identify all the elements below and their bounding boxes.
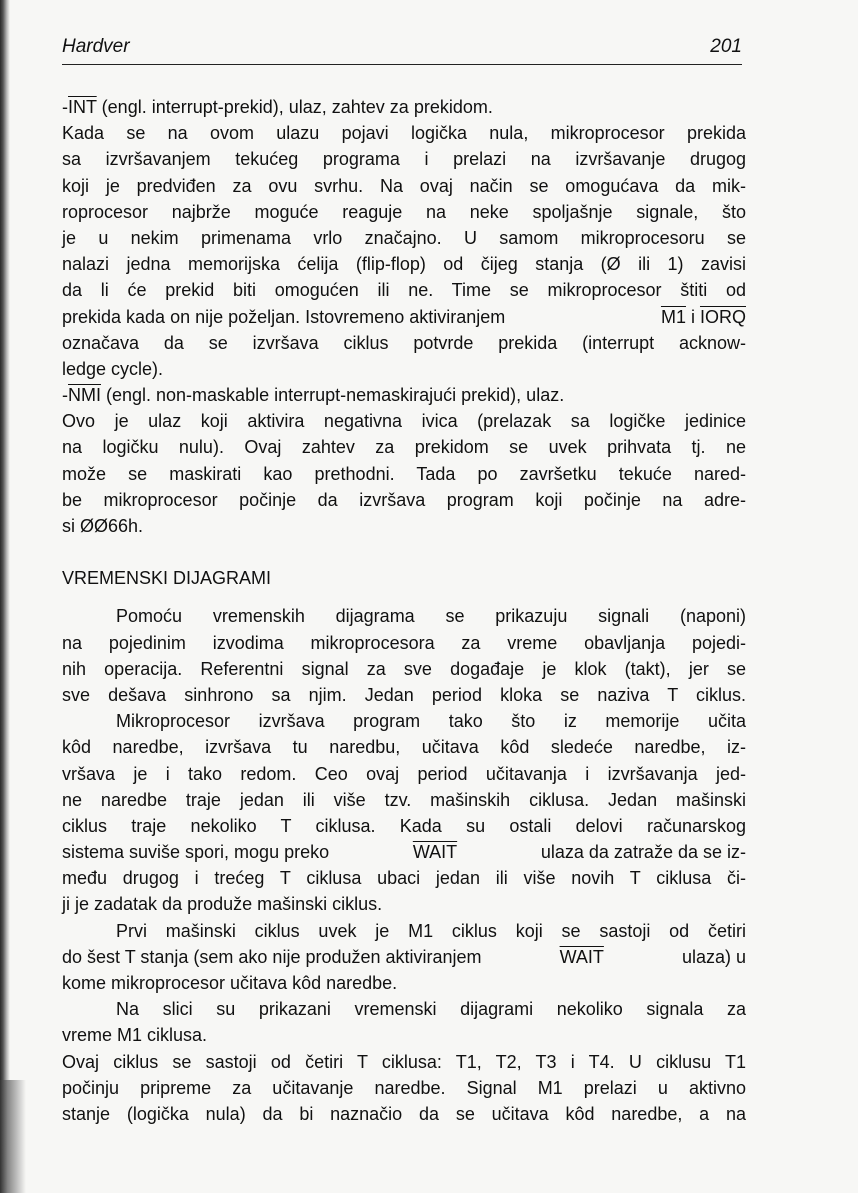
text-run: (engl. non-maskable interrupt-nemaskirajući prekid), ulaz.	[101, 385, 565, 406]
text-line	[62, 944, 746, 970]
text-line: na logičku nulu). Ovaj zahtev za prekidom se uvek prihvata tj. ne	[62, 437, 746, 458]
overlined-signal: $\overline{INT}$	[68, 97, 97, 117]
page-header	[62, 36, 742, 64]
text-line: sve dešava sinhrono sa njim. Jedan period kloka se naziva T ciklus.	[62, 684, 746, 705]
text-line: kôd naredbe, izvršava tu naredbu, učitava kôd sledeće naredbe, iz-	[62, 737, 746, 758]
text-line	[62, 304, 746, 330]
text-line: može se maskirati kao prethodni. Tada po završetku tekuće nared-	[62, 463, 746, 484]
text-line: koji je predviđen za ovu svrhu. Na ovaj način se omogućava da mik-	[62, 175, 746, 196]
text-run: -	[62, 97, 68, 117]
text-line: na pojedinim izvodima mikroprocesora za vreme obavljanja pojedi-	[62, 632, 746, 653]
overlined-signal: M1	[660, 306, 686, 327]
text-line: nih operacija. Referentni signal za sve događaje je klok (takt), jer se	[62, 658, 746, 679]
text-line: sa izvršavanjem tekućeg programa i prelazi na izvršavanje drugog	[62, 149, 746, 170]
text-line: ji je zadatak da produže mašinski ciklus.	[62, 894, 383, 915]
text-line: da li će prekid biti omogućen ili ne. Time se mikroprocesor štiti od	[62, 280, 746, 301]
header-rule	[62, 64, 742, 65]
text-run: -	[62, 385, 68, 406]
text-line: Ovaj ciklus se sastoji od četiri T ciklusa: T1, T2, T3 i T4. U ciklusu T1	[62, 1051, 746, 1072]
text-line: Mikroprocesor izvršava program tako što iz memorije učita	[116, 711, 746, 732]
overlined-signal: $\overline{NMI}$	[68, 385, 101, 406]
text-line: be mikroprocesor počinje da izvršava program koji počinje na adre-	[62, 489, 746, 510]
text-line: vreme M1 ciklusa.	[62, 1025, 208, 1046]
text-line: Kada se na ovom ulazu pojavi logička nula, mikroprocesor prekida	[62, 123, 746, 144]
text-run: do šest T stanja (sem ako nije produžen aktiviranjem	[62, 946, 487, 967]
text-line: Ovo je ulaz koji aktivira negativna ivica (prelazak sa logičke jedinice	[62, 411, 746, 432]
paragraph-t-cycles	[62, 1049, 746, 1128]
text-run: ulaza da zatraže da se iz-	[535, 842, 746, 863]
text-run: sistema suviše spori, mogu preko	[62, 842, 335, 863]
text-line: među drugog i trećeg T ciklusa ubaci jedan ili više novih T ciklusa či-	[62, 868, 746, 889]
overlined-signal: IORQ	[699, 306, 746, 327]
text-line: Prvi mašinski ciklus uvek je M1 ciklus koji se sastoji od četiri	[116, 920, 746, 941]
text-line: si ØØ66h.	[62, 516, 144, 536]
book-spine-shadow-bottom	[0, 1080, 26, 1193]
text-line: ledge cycle).	[62, 358, 164, 379]
text-line: kome mikroprocesor učitava kôd naredbe.	[62, 973, 398, 993]
book-spine-shadow	[0, 0, 10, 1193]
text-run: (engl. interrupt-prekid), ulaz, zahtev za prekidom.	[96, 97, 493, 117]
text-line	[62, 839, 746, 865]
running-head: Hardver	[62, 36, 130, 57]
text-line: ne naredbe traje jedan ili više tzv. mašinskih ciklusa. Jedan mašinski	[62, 789, 746, 810]
overlined-signal: WAIT	[412, 842, 458, 863]
section-heading: VREMENSKI DIJAGRAMI	[62, 568, 272, 589]
text-line: Na slici su prikazani vremenski dijagrami nekoliko signala za	[116, 999, 746, 1020]
paragraph-m1-cycle	[62, 918, 746, 997]
text-line	[62, 94, 746, 120]
overlined-signal: WAIT	[559, 946, 604, 967]
text-run: ulaza) u	[676, 946, 746, 967]
text-line: je u nekim primenama vrlo značajno. U samom mikroprocesoru se	[62, 227, 746, 248]
text-line: vršava je i tako redom. Ceo ovaj period učitavanja i izvršavanja jed-	[62, 763, 746, 784]
page-number: 201	[710, 36, 742, 57]
body-text	[62, 94, 746, 1127]
text-line: ciklus traje nekoliko T ciklusa. Kada su ostali delovi računarskog	[62, 815, 746, 836]
paragraph-int-pin	[62, 94, 746, 382]
text-line: roprocesor najbrže moguće reaguje na neke spoljašnje signale, što	[62, 201, 746, 222]
paragraph-nmi-pin	[62, 382, 746, 539]
paragraph-figure-ref	[62, 996, 746, 1048]
text-run: i	[685, 306, 700, 327]
text-line: nalazi jedna memorijska ćelija (flip-flop) od čijeg stanja (Ø ili 1) zavisi	[62, 254, 746, 275]
text-run: prekida kada on nije poželjan. Istovremeno aktiviranjem	[62, 306, 506, 327]
text-line: stanje (logička nula) da bi naznačio da se učitava kôd naredbe, a na	[62, 1103, 746, 1124]
text-line: označava da se izvršava ciklus potvrde prekida (interrupt acknow-	[62, 332, 746, 353]
text-line: Pomoću vremenskih dijagrama se prikazuju signali (naponi)	[116, 606, 746, 627]
paragraph-timing-intro	[62, 603, 746, 708]
text-line	[62, 382, 746, 408]
spacer	[62, 591, 746, 603]
paragraph-machine-cycle	[62, 708, 746, 918]
spacer	[62, 539, 746, 565]
text-line: počinju pripreme za učitavanje naredbe. Signal M1 prelazi u aktivno	[62, 1077, 746, 1098]
